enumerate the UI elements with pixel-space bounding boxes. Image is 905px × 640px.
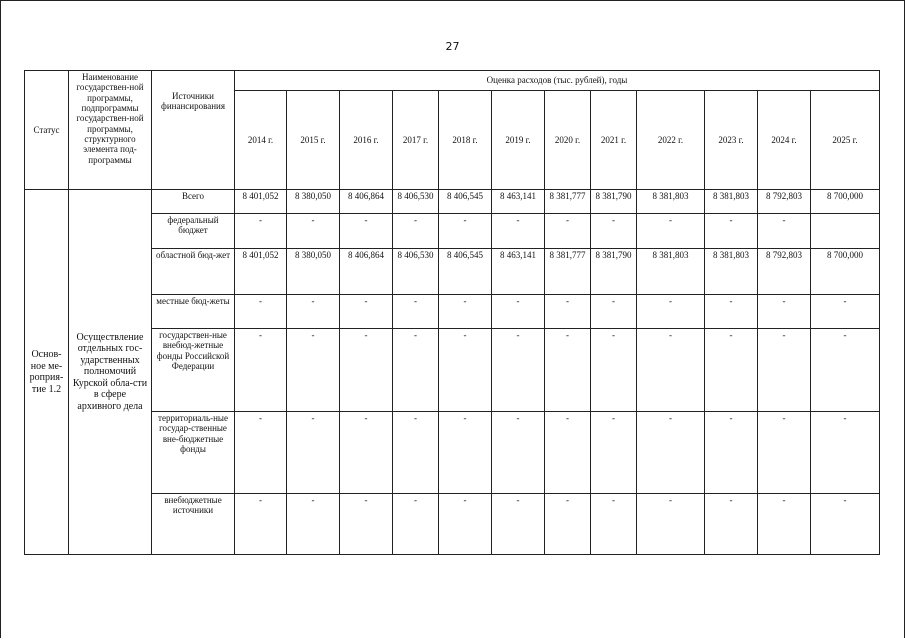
header-sources: Источники финансирования bbox=[152, 71, 235, 190]
header-year: 2015 г. bbox=[287, 91, 340, 190]
table-row bbox=[25, 249, 880, 295]
value-cell: 8 406,530 bbox=[393, 190, 439, 214]
value-cell: - bbox=[492, 494, 545, 555]
value-cell: 8 381,777 bbox=[545, 190, 591, 214]
value-cell: - bbox=[705, 494, 758, 555]
value-cell: 8 792,803 bbox=[758, 249, 811, 295]
value-cell: - bbox=[287, 295, 340, 329]
value-cell: 8 700,000 bbox=[811, 249, 880, 295]
page-number: 27 bbox=[445, 40, 460, 53]
value-cell: - bbox=[393, 214, 439, 249]
value-cell: - bbox=[591, 412, 637, 494]
row-source: территориаль-ные государ-ственные вне-бюджетные фонды bbox=[152, 412, 235, 494]
value-cell: - bbox=[758, 494, 811, 555]
value-cell: - bbox=[492, 295, 545, 329]
value-cell: - bbox=[492, 412, 545, 494]
value-cell: 8 406,530 bbox=[393, 249, 439, 295]
value-cell: - bbox=[393, 329, 439, 412]
value-cell: - bbox=[705, 214, 758, 249]
value-cell: 8 381,790 bbox=[591, 190, 637, 214]
value-cell: - bbox=[637, 214, 705, 249]
value-cell: - bbox=[235, 329, 287, 412]
value-cell: 8 381,790 bbox=[591, 249, 637, 295]
value-cell: - bbox=[705, 329, 758, 412]
value-cell: - bbox=[591, 329, 637, 412]
value-cell: - bbox=[287, 412, 340, 494]
header-year: 2024 г. bbox=[758, 91, 811, 190]
value-cell: 8 406,864 bbox=[340, 249, 393, 295]
header-name: Наименование государствен-ной программы, подпрограммы государствен-ной программы, структурного элемента под-программы bbox=[69, 71, 152, 190]
value-cell: 8 406,545 bbox=[439, 190, 492, 214]
value-cell: - bbox=[340, 329, 393, 412]
header-year: 2014 г. bbox=[235, 91, 287, 190]
value-cell: - bbox=[393, 295, 439, 329]
value-cell: - bbox=[439, 295, 492, 329]
value-cell: - bbox=[235, 295, 287, 329]
table-row bbox=[25, 190, 880, 214]
value-cell: - bbox=[758, 295, 811, 329]
value-cell: - bbox=[492, 214, 545, 249]
row-name: Осуществление отдельных гос-ударственных полномочий Курской обла-сти в сфере архивного дела bbox=[69, 190, 152, 555]
value-cell: - bbox=[439, 494, 492, 555]
header-year: 2019 г. bbox=[492, 91, 545, 190]
table-body bbox=[25, 190, 880, 555]
value-cell: - bbox=[287, 214, 340, 249]
value-cell: - bbox=[287, 494, 340, 555]
value-cell: 8 463,141 bbox=[492, 190, 545, 214]
value-cell: - bbox=[637, 329, 705, 412]
table-row bbox=[25, 214, 880, 249]
value-cell: - bbox=[758, 412, 811, 494]
header-year: 2021 г. bbox=[591, 91, 637, 190]
value-cell: - bbox=[637, 494, 705, 555]
value-cell: - bbox=[545, 295, 591, 329]
row-status: Основ-ное ме-роприя-тие 1.2 bbox=[25, 190, 69, 555]
header-year: 2020 г. bbox=[545, 91, 591, 190]
value-cell: 8 381,803 bbox=[637, 249, 705, 295]
value-cell: - bbox=[340, 494, 393, 555]
value-cell: 8 792,803 bbox=[758, 190, 811, 214]
table-row bbox=[25, 412, 880, 494]
value-cell: - bbox=[758, 214, 811, 249]
value-cell: - bbox=[235, 214, 287, 249]
header-year: 2017 г. bbox=[393, 91, 439, 190]
value-cell: - bbox=[705, 412, 758, 494]
value-cell: - bbox=[545, 329, 591, 412]
value-cell: - bbox=[393, 494, 439, 555]
value-cell: 8 401,052 bbox=[235, 249, 287, 295]
value-cell: - bbox=[705, 295, 758, 329]
header-status: Статус bbox=[25, 71, 69, 190]
value-cell: - bbox=[591, 214, 637, 249]
header-row bbox=[25, 71, 880, 91]
table-row bbox=[25, 295, 880, 329]
budget-table bbox=[24, 70, 880, 555]
value-cell: - bbox=[591, 494, 637, 555]
value-cell: - bbox=[340, 412, 393, 494]
value-cell: - bbox=[811, 295, 880, 329]
value-cell bbox=[811, 214, 880, 249]
value-cell: - bbox=[637, 295, 705, 329]
value-cell: - bbox=[811, 494, 880, 555]
header-year: 2023 г. bbox=[705, 91, 758, 190]
value-cell: - bbox=[235, 494, 287, 555]
value-cell: - bbox=[811, 329, 880, 412]
value-cell: 8 406,864 bbox=[340, 190, 393, 214]
table-row bbox=[25, 494, 880, 555]
value-cell: 8 380,050 bbox=[287, 190, 340, 214]
header-estimate: Оценка расходов (тыс. рублей), годы bbox=[235, 71, 880, 91]
header-year: 2016 г. bbox=[340, 91, 393, 190]
table-row bbox=[25, 329, 880, 412]
value-cell: 8 381,803 bbox=[637, 190, 705, 214]
value-cell: - bbox=[393, 412, 439, 494]
value-cell: - bbox=[545, 412, 591, 494]
row-source: внебюджетные источники bbox=[152, 494, 235, 555]
row-source: Всего bbox=[152, 190, 235, 214]
row-source: местные бюд-жеты bbox=[152, 295, 235, 329]
value-cell: - bbox=[439, 412, 492, 494]
row-source: областной бюд-жет bbox=[152, 249, 235, 295]
value-cell: 8 700,000 bbox=[811, 190, 880, 214]
value-cell: - bbox=[340, 295, 393, 329]
value-cell: 8 463,141 bbox=[492, 249, 545, 295]
header-year: 2018 г. bbox=[439, 91, 492, 190]
value-cell: - bbox=[811, 412, 880, 494]
value-cell: - bbox=[545, 214, 591, 249]
row-source: федеральный бюджет bbox=[152, 214, 235, 249]
value-cell: - bbox=[492, 329, 545, 412]
value-cell: - bbox=[758, 329, 811, 412]
value-cell: - bbox=[287, 329, 340, 412]
value-cell: 8 381,803 bbox=[705, 249, 758, 295]
value-cell: 8 401,052 bbox=[235, 190, 287, 214]
value-cell: - bbox=[439, 214, 492, 249]
value-cell: 8 381,803 bbox=[705, 190, 758, 214]
value-cell: - bbox=[439, 329, 492, 412]
value-cell: - bbox=[545, 494, 591, 555]
value-cell: - bbox=[340, 214, 393, 249]
row-source: государствен-ные внебюд-жетные фонды Российской Федерации bbox=[152, 329, 235, 412]
header-year: 2025 г. bbox=[811, 91, 880, 190]
value-cell: 8 380,050 bbox=[287, 249, 340, 295]
value-cell: 8 381,777 bbox=[545, 249, 591, 295]
value-cell: - bbox=[591, 295, 637, 329]
header-year: 2022 г. bbox=[637, 91, 705, 190]
value-cell: 8 406,545 bbox=[439, 249, 492, 295]
value-cell: - bbox=[235, 412, 287, 494]
value-cell: - bbox=[637, 412, 705, 494]
